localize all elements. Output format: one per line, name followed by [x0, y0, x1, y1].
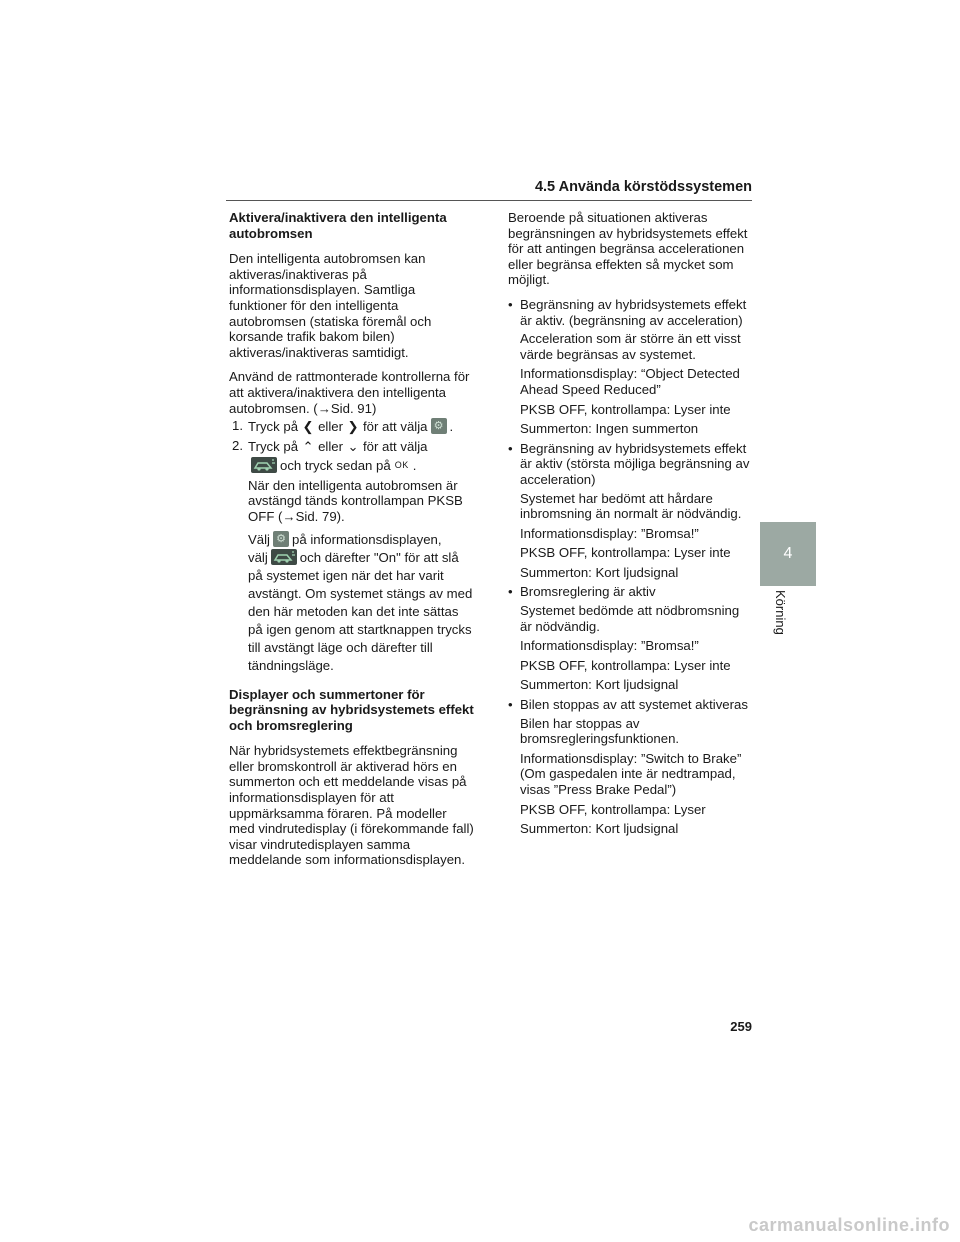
step-number: 1.	[232, 418, 243, 434]
watermark: carmanualsonline.info	[748, 1215, 950, 1235]
page-number: 259	[730, 1019, 752, 1034]
step-number: 2.	[232, 437, 243, 453]
chevron-down-icon: ⌄	[347, 438, 359, 454]
bullet-title: Bromsreglering är aktiv	[520, 584, 656, 600]
note-text: på informationsdisplayen,	[292, 531, 442, 547]
step-1	[229, 418, 474, 435]
bullet-title: Bilen stoppas av att systemet aktiveras	[520, 697, 748, 713]
list-item	[508, 697, 754, 837]
bullet-detail: Informationsdisplay: ”Bromsa!”	[520, 525, 699, 541]
bullet-detail: Summerton: Ingen summerton	[520, 421, 699, 437]
note-text: välj	[248, 549, 268, 565]
header-divider	[226, 200, 752, 201]
note-text: Välj	[248, 531, 270, 547]
paragraph-controls: Använd de rattmonterade kontrollerna för att aktivera/inaktivera den intelligenta autobromsen. (→Sid. 91)	[229, 369, 470, 416]
paragraph-intro: Den intelligenta autobromsen kan aktiveras/inaktiveras på informationsdisplayen. Samtliga funktioner för den intelligenta autobromsen (statiska föremål och korsande trafik bakom bilen) aktiveras/inaktiveras samtidigt.	[229, 251, 432, 360]
heading-activate-brake: Aktivera/inaktivera den intelligenta autobromsen	[229, 210, 447, 241]
bullet-detail: Summerton: Kort ljudsignal	[520, 564, 679, 580]
bullet-detail: Bilen har stoppas av bromsregleringsfunktionen.	[520, 715, 680, 747]
bullet-title: Begränsning av hybridsystemets effekt är aktiv (största möjliga begränsning av acceleration)	[520, 440, 750, 487]
bullet-detail: Summerton: Kort ljudsignal	[520, 821, 679, 837]
car-brake-icon	[251, 457, 277, 473]
bullet-detail: PKSB OFF, kontrollampa: Lyser inte	[520, 401, 731, 417]
bullet-title: Begränsning av hybridsystemets effekt är aktiv. (begränsning av acceleration)	[520, 296, 747, 328]
car-brake-icon	[271, 549, 297, 565]
step-text: .	[412, 457, 417, 473]
step-text: eller	[318, 419, 343, 435]
bullet-detail: Systemet bedömde att nödbromsning är nödvändig.	[520, 603, 740, 634]
settings-gear-icon	[431, 418, 447, 434]
section-title: 4.5 Använda körstödssystemen	[534, 179, 752, 195]
chapter-label: Körning	[773, 590, 788, 635]
bullet-marker: •	[508, 440, 513, 456]
step-text: Tryck på	[248, 419, 299, 435]
step-text: eller	[318, 438, 343, 454]
bullet-detail: Informationsdisplay: ”Switch to Brake” (Om gaspedalen inte är nedtrampad, visas ”Press Brake Pedal”)	[520, 750, 742, 797]
step-text: för att välja	[363, 419, 428, 435]
heading-displays-buzzers: Displayer och summertoner för begränsning av hybridsystemets effekt och bromsreglering	[229, 686, 474, 733]
note-text: på systemet igen när det har varit avstängt. Om systemet stängs av med den här metoden kan det inte sättas på igen genom att startknappen trycks till avstängt läge och därefter till tändningsläge.	[248, 567, 473, 673]
note-pksb-off: När den intelligenta autobromsen är avstängd tänds kontrollampan PKSB OFF (→Sid. 79).	[248, 477, 463, 524]
bullet-detail: Acceleration som är större än ett visst värde begränsas av systemet.	[520, 331, 741, 362]
bullet-detail: Informationsdisplay: ”Bromsa!”	[520, 638, 699, 654]
list-item	[508, 584, 754, 693]
bullet-marker: •	[508, 296, 513, 312]
chevron-up-icon: ⌃	[302, 438, 314, 454]
chevron-left-icon: ❮	[302, 419, 314, 435]
chapter-number: 4	[783, 545, 793, 562]
settings-gear-icon	[273, 531, 289, 547]
bullet-detail: Informationsdisplay: “Object Detected Ahead Speed Reduced”	[520, 366, 740, 397]
note-text: och därefter "On" för att slå	[299, 549, 459, 565]
bullet-marker: •	[508, 697, 513, 713]
chapter-tab[interactable]	[760, 522, 816, 586]
list-item	[508, 441, 754, 581]
left-column	[229, 210, 474, 877]
right-column	[508, 210, 754, 841]
chevron-right-icon: ❯	[347, 419, 359, 435]
bullet-detail: PKSB OFF, kontrollampa: Lyser inte	[520, 545, 731, 561]
step-text: Tryck på	[248, 438, 299, 454]
bullet-detail: Systemet har bedömt att hårdare inbromsning än normalt är nödvändig.	[520, 490, 742, 522]
paragraph-situation: Beroende på situationen aktiveras begränsningen av hybridsystemets effekt för att antingen begränsa accelerationen eller begränsa effekten så mycket som möjligt.	[508, 210, 748, 288]
bullet-detail: Summerton: Kort ljudsignal	[520, 677, 679, 693]
step-text: för att välja	[363, 438, 428, 454]
list-item	[508, 297, 754, 437]
bullet-detail: PKSB OFF, kontrollampa: Lyser inte	[520, 657, 731, 673]
bullet-detail: PKSB OFF, kontrollampa: Lyser	[520, 801, 706, 817]
step-text: .	[449, 419, 454, 435]
paragraph-buzzer: När hybridsystemets effektbegränsning eller bromskontroll är aktiverad hörs en summerton och ett meddelande visas på informationsdisplayen för att uppmärksamma föraren. På modeller med vindrutedisplay (i förekommande fall) visar vindrutedisplayen samma meddelande som informationsdisplayen.	[229, 743, 474, 868]
bullet-marker: •	[508, 584, 513, 600]
step-2	[229, 438, 474, 475]
step-text: och tryck sedan på	[280, 457, 391, 473]
ok-button-icon: OK	[394, 459, 409, 470]
note-reactivate	[245, 531, 474, 675]
